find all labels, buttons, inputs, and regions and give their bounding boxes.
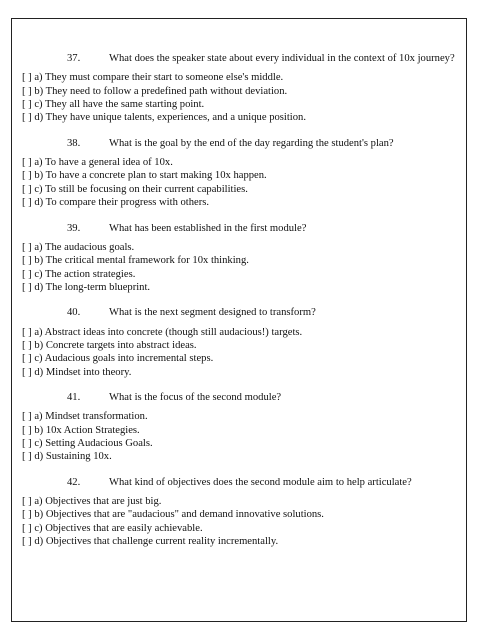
option-a[interactable]: [ ] a) Objectives that are just big. xyxy=(22,496,162,508)
option-a[interactable]: [ ] a) Abstract ideas into concrete (though still audacious!) targets. xyxy=(22,326,303,338)
question-number: 40. xyxy=(67,307,81,319)
options-list xyxy=(22,495,462,549)
option-d[interactable]: [ ] d) Sustaining 10x. xyxy=(22,451,112,463)
options-list xyxy=(22,410,462,464)
option-c[interactable]: [ ] c) Objectives that are easily achievable. xyxy=(22,522,203,534)
question-text: What is the next segment designed to transform? xyxy=(109,307,316,319)
question-text: What does the speaker state about every individual in the context of 10x journey? xyxy=(109,53,455,64)
option-a[interactable]: [ ] a) Mindset transformation. xyxy=(22,411,148,423)
option-a[interactable]: [ ] a) They must compare their start to someone else's middle. xyxy=(22,72,284,84)
option-d[interactable]: [ ] d) Objectives that challenge current reality incrementally. xyxy=(22,536,279,548)
question-text: What has been established in the first module? xyxy=(109,222,307,234)
option-d[interactable]: [ ] d) To compare their progress with others. xyxy=(22,197,210,209)
option-c[interactable]: [ ] c) The action strategies. xyxy=(22,268,136,280)
question-number: 39. xyxy=(67,222,81,234)
options-list xyxy=(22,156,462,210)
option-b[interactable]: [ ] b) They need to follow a predefined path without deviation. xyxy=(22,85,288,97)
question-39 xyxy=(22,222,462,235)
question-42 xyxy=(22,476,462,489)
question-text: What is the goal by the end of the day regarding the student's plan? xyxy=(109,137,394,149)
option-b[interactable]: [ ] b) The critical mental framework for 10x thinking. xyxy=(22,255,249,267)
question-number: 42. xyxy=(67,476,81,488)
option-b[interactable]: [ ] b) Objectives that are "audacious" and demand innovative solutions. xyxy=(22,509,324,521)
option-b[interactable]: [ ] b) 10x Action Strategies. xyxy=(22,424,140,436)
question-41 xyxy=(22,391,462,404)
question-40 xyxy=(22,306,462,319)
option-b[interactable]: [ ] b) Concrete targets into abstract ideas. xyxy=(22,339,197,351)
options-list xyxy=(22,71,462,125)
question-38 xyxy=(22,137,462,150)
question-number: 41. xyxy=(67,392,81,404)
quiz-content xyxy=(22,52,462,561)
option-a[interactable]: [ ] a) To have a general idea of 10x. xyxy=(22,156,173,168)
question-text: What kind of objectives does the second module aim to help articulate? xyxy=(109,476,412,488)
option-c[interactable]: [ ] c) Audacious goals into incremental steps. xyxy=(22,353,214,365)
option-d[interactable]: [ ] d) The long-term blueprint. xyxy=(22,281,151,293)
question-number: 37. xyxy=(67,53,81,64)
option-c[interactable]: [ ] c) To still be focusing on their current capabilities. xyxy=(22,183,248,195)
question-text: What is the focus of the second module? xyxy=(109,392,282,404)
option-a[interactable]: [ ] a) The audacious goals. xyxy=(22,241,135,253)
options-list xyxy=(22,326,462,380)
question-number: 38. xyxy=(67,137,81,149)
options-list xyxy=(22,241,462,295)
option-b[interactable]: [ ] b) To have a concrete plan to start making 10x happen. xyxy=(22,170,267,182)
option-c[interactable]: [ ] c) Setting Audacious Goals. xyxy=(22,438,153,450)
option-c[interactable]: [ ] c) They all have the same starting point. xyxy=(22,98,205,110)
question-37 xyxy=(22,52,462,65)
option-d[interactable]: [ ] d) They have unique talents, experiences, and a unique position. xyxy=(22,112,306,124)
option-d[interactable]: [ ] d) Mindset into theory. xyxy=(22,366,132,378)
